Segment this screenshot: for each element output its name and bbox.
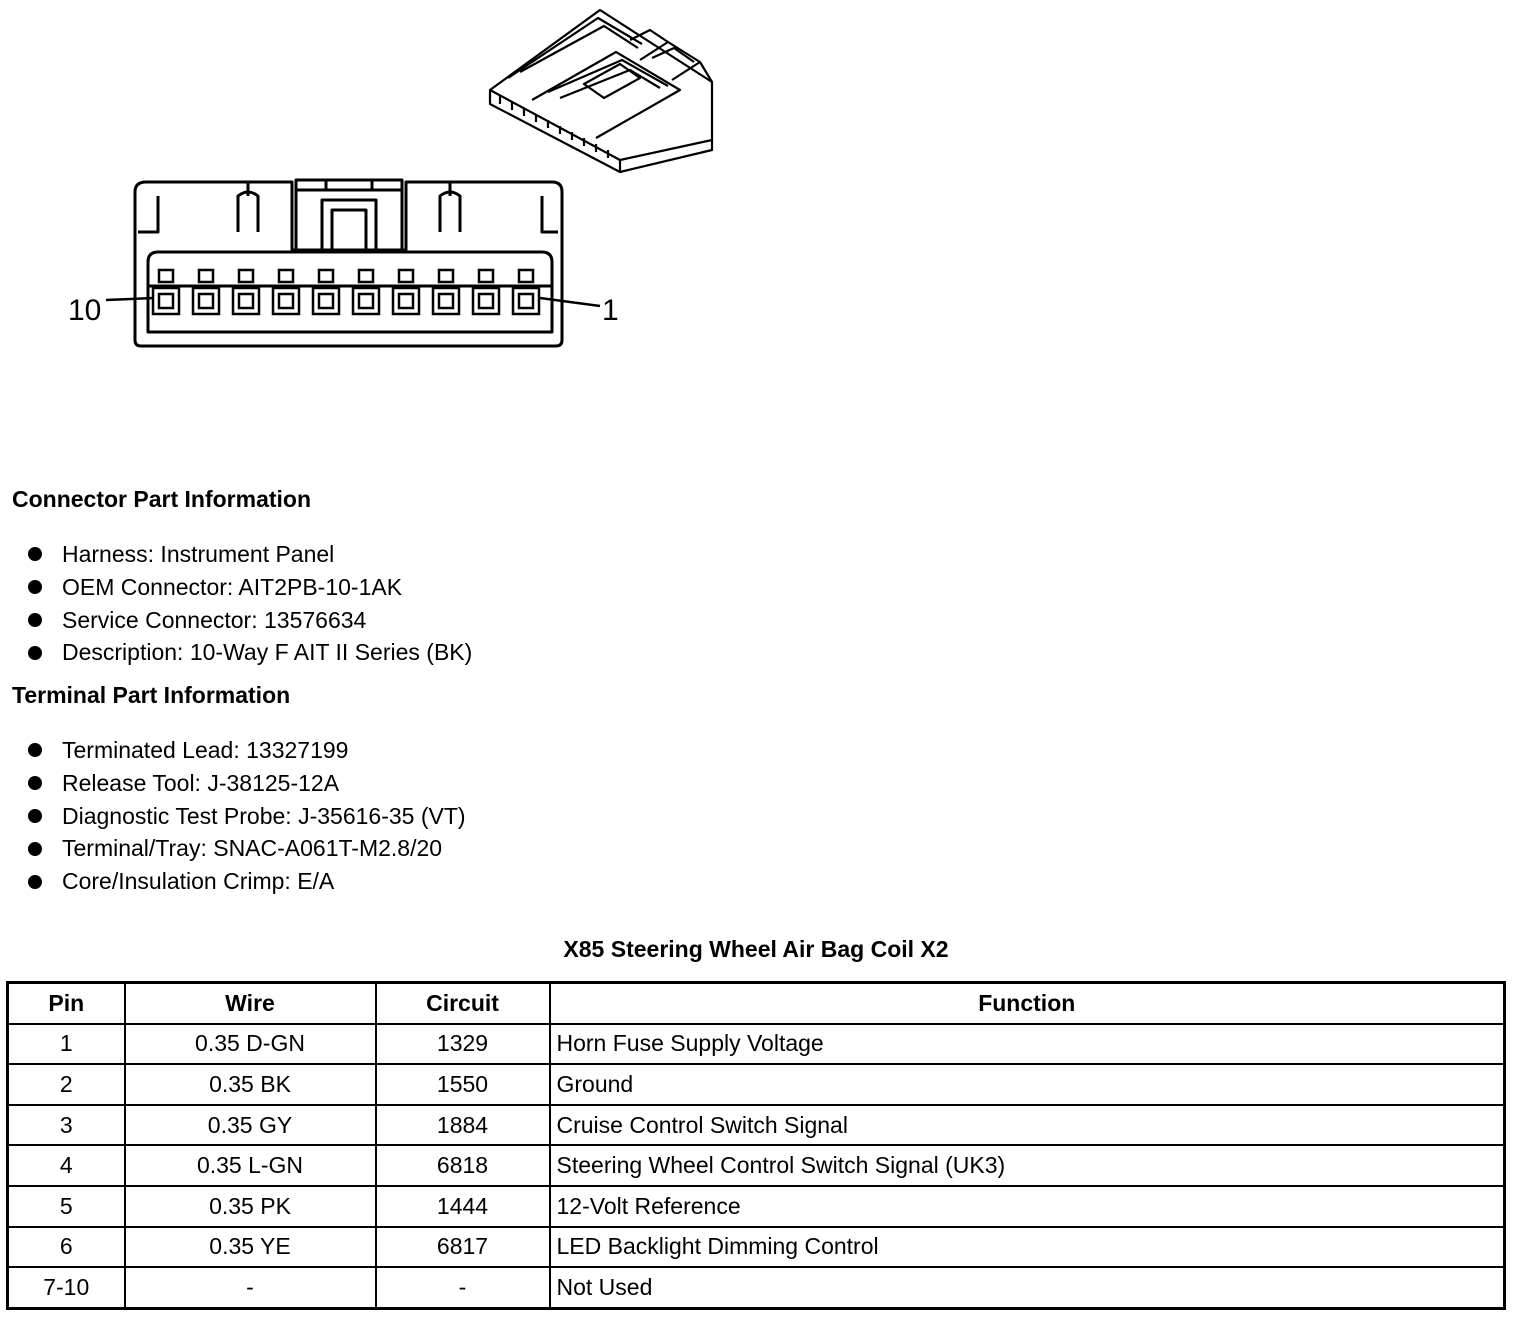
list-item: OEM Connector: AIT2PB-10-1AK — [28, 571, 472, 604]
cell-circuit: 1444 — [376, 1186, 550, 1227]
cell-function: 12-Volt Reference — [550, 1186, 1505, 1227]
table-row — [8, 1105, 1505, 1146]
header-circuit: Circuit — [376, 983, 550, 1024]
list-item: Description: 10-Way F AIT II Series (BK) — [28, 636, 472, 669]
list-item: Release Tool: J-38125-12A — [28, 767, 466, 800]
pinout-table — [6, 981, 1506, 1310]
cell-wire: 0.35 YE — [125, 1227, 376, 1268]
terminal-part-info-list — [28, 734, 466, 898]
header-pin: Pin — [8, 983, 125, 1024]
cell-circuit: 6818 — [376, 1145, 550, 1186]
cell-wire: 0.35 L-GN — [125, 1145, 376, 1186]
cavity-4 — [393, 270, 419, 314]
cell-function: Not Used — [550, 1267, 1505, 1308]
list-item: Harness: Instrument Panel — [28, 538, 472, 571]
cavity-1 — [513, 270, 539, 314]
connector-front-face — [135, 180, 562, 346]
bullet-icon — [28, 875, 42, 889]
list-item: Core/Insulation Crimp: E/A — [28, 865, 466, 898]
cell-wire: - — [125, 1267, 376, 1308]
cell-pin: 6 — [8, 1227, 125, 1268]
terminal-cavities — [153, 270, 539, 314]
cavity-7 — [273, 270, 299, 314]
cell-circuit: 1550 — [376, 1064, 550, 1105]
cell-pin: 1 — [8, 1024, 125, 1065]
cavity-9 — [193, 270, 219, 314]
cell-circuit: 1329 — [376, 1024, 550, 1065]
cell-function: Horn Fuse Supply Voltage — [550, 1024, 1505, 1065]
cavity-10 — [153, 270, 179, 314]
cell-pin: 5 — [8, 1186, 125, 1227]
cell-pin: 2 — [8, 1064, 125, 1105]
cavity-8 — [233, 270, 259, 314]
cell-function: Ground — [550, 1064, 1505, 1105]
table-row — [8, 1186, 1505, 1227]
cell-function: Steering Wheel Control Switch Signal (UK3) — [550, 1145, 1505, 1186]
bullet-icon — [28, 809, 42, 823]
bullet-icon — [28, 547, 42, 561]
cavity-3 — [433, 270, 459, 314]
table-header-row — [8, 983, 1505, 1024]
table-row — [8, 1064, 1505, 1105]
cell-wire: 0.35 PK — [125, 1186, 376, 1227]
cell-pin: 3 — [8, 1105, 125, 1146]
cell-pin: 4 — [8, 1145, 125, 1186]
cell-function: LED Backlight Dimming Control — [550, 1227, 1505, 1268]
list-item: Terminated Lead: 13327199 — [28, 734, 466, 767]
pin-1-leader — [540, 298, 600, 306]
cell-wire: 0.35 D-GN — [125, 1024, 376, 1065]
table-row — [8, 1267, 1505, 1308]
connector-isometric-drawing — [490, 10, 712, 172]
list-item: Service Connector: 13576634 — [28, 604, 472, 637]
cavity-2 — [473, 270, 499, 314]
connector-part-info-heading: Connector Part Information — [12, 486, 312, 512]
connector-diagram — [0, 0, 760, 380]
pin-1-label: 1 — [602, 294, 619, 327]
header-function: Function — [550, 983, 1505, 1024]
bullet-icon — [28, 776, 42, 790]
pin-10-label: 10 — [68, 294, 102, 327]
cavity-6 — [313, 270, 339, 314]
header-wire: Wire — [125, 983, 376, 1024]
bullet-icon — [28, 613, 42, 627]
list-item: Terminal/Tray: SNAC-A061T-M2.8/20 — [28, 832, 466, 865]
cell-wire: 0.35 BK — [125, 1064, 376, 1105]
bullet-icon — [28, 580, 42, 594]
table-row — [8, 1227, 1505, 1268]
bullet-icon — [28, 743, 42, 757]
cell-pin: 7-10 — [8, 1267, 125, 1308]
list-item: Diagnostic Test Probe: J-35616-35 (VT) — [28, 800, 466, 833]
bullet-icon — [28, 842, 42, 856]
cell-circuit: - — [376, 1267, 550, 1308]
connector-part-info-list — [28, 538, 472, 669]
cell-function: Cruise Control Switch Signal — [550, 1105, 1505, 1146]
cell-circuit: 6817 — [376, 1227, 550, 1268]
table-row — [8, 1145, 1505, 1186]
cell-wire: 0.35 GY — [125, 1105, 376, 1146]
terminal-part-info-heading: Terminal Part Information — [12, 682, 291, 708]
cavity-5 — [353, 270, 379, 314]
table-row — [8, 1024, 1505, 1065]
cell-circuit: 1884 — [376, 1105, 550, 1146]
bullet-icon — [28, 646, 42, 660]
table-title: X85 Steering Wheel Air Bag Coil X2 — [563, 936, 949, 962]
